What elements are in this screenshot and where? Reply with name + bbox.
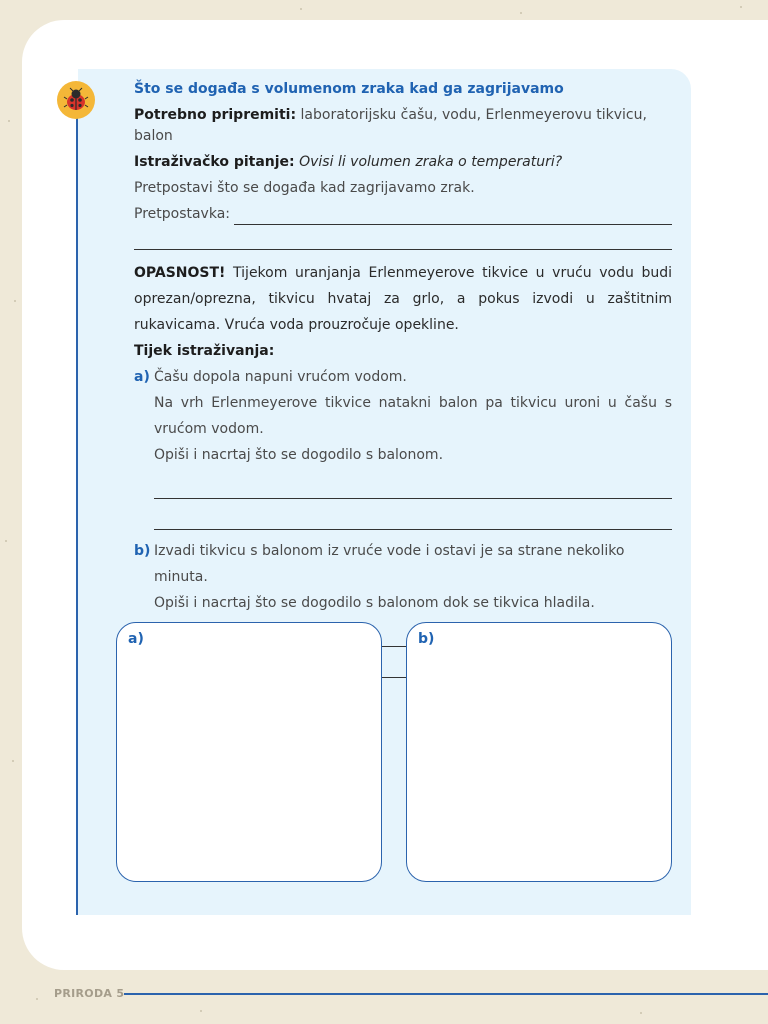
drawing-box-a[interactable]: [116, 622, 382, 882]
materials-label: Potrebno pripremiti:: [134, 107, 297, 123]
hypothesis-answer-line[interactable]: [234, 208, 672, 225]
footer-label: PRIRODA 5: [54, 987, 125, 1000]
materials-text: laboratorijsku čašu, vodu, Erlenmeyerovu tikvicu, balon: [134, 107, 647, 144]
step-b-line-1: Izvadi tikvicu s balonom iz vruće vode i ostavi je sa strane nekoliko minuta.: [154, 543, 625, 585]
drawing-box-b-label: b): [418, 631, 435, 647]
hypothesis-label: Pretpostavka:: [134, 206, 231, 222]
step-a-answer-line-2[interactable]: [154, 499, 672, 530]
panel-margin-line: [76, 112, 78, 915]
drawing-box-b[interactable]: [406, 622, 672, 882]
step-a-answer-line-1[interactable]: [154, 468, 672, 499]
drawing-box-a-label: a): [128, 631, 144, 647]
procedure-label: Tijek istraživanja:: [134, 343, 275, 359]
step-a-line-1: Čašu dopola napuni vrućom vodom.: [154, 369, 407, 385]
step-a-label: a): [134, 369, 150, 385]
step-a-line-2: Na vrh Erlenmeyerove tikvice natakni balon pa tikvicu uroni u čašu s vrućom vodom.: [154, 395, 672, 437]
question-text: Ovisi li volumen zraka o temperaturi?: [299, 154, 563, 170]
question-line: [134, 152, 672, 173]
ladybug-icon: [57, 81, 95, 119]
footer-line: [124, 993, 768, 995]
danger-label: OPASNOST!: [134, 265, 226, 281]
step-b-line-2: Opiši i nacrtaj što se dogodilo s balonom dok se tikvica hladila.: [154, 595, 595, 611]
step-b-label: b): [134, 543, 151, 559]
question-label: Istraživačko pitanje:: [134, 154, 295, 170]
step-a-line-3: Opiši i nacrtaj što se dogodilo s balonom.: [154, 447, 444, 463]
hypothesis-answer-line-2[interactable]: [134, 225, 672, 250]
activity-title: Što se događa s volumenom zraka kad ga zagrijavamo: [134, 81, 564, 97]
danger-text: Tijekom uranjanja Erlenmeyerove tikvice u vruću vodu budi oprezan/oprezna, tikvicu hvataj za grlo, a pokus izvodi u zaštitnim rukavicama. Vruća voda prouzročuje opekline.: [134, 265, 672, 333]
step-a: [134, 364, 672, 530]
hypothesis-row: [134, 204, 672, 225]
materials-line: [134, 105, 672, 147]
activity-content: [134, 79, 672, 678]
danger-paragraph: [134, 260, 672, 338]
predict-prompt: Pretpostavi što se događa kad zagrijavamo zrak.: [134, 180, 475, 196]
